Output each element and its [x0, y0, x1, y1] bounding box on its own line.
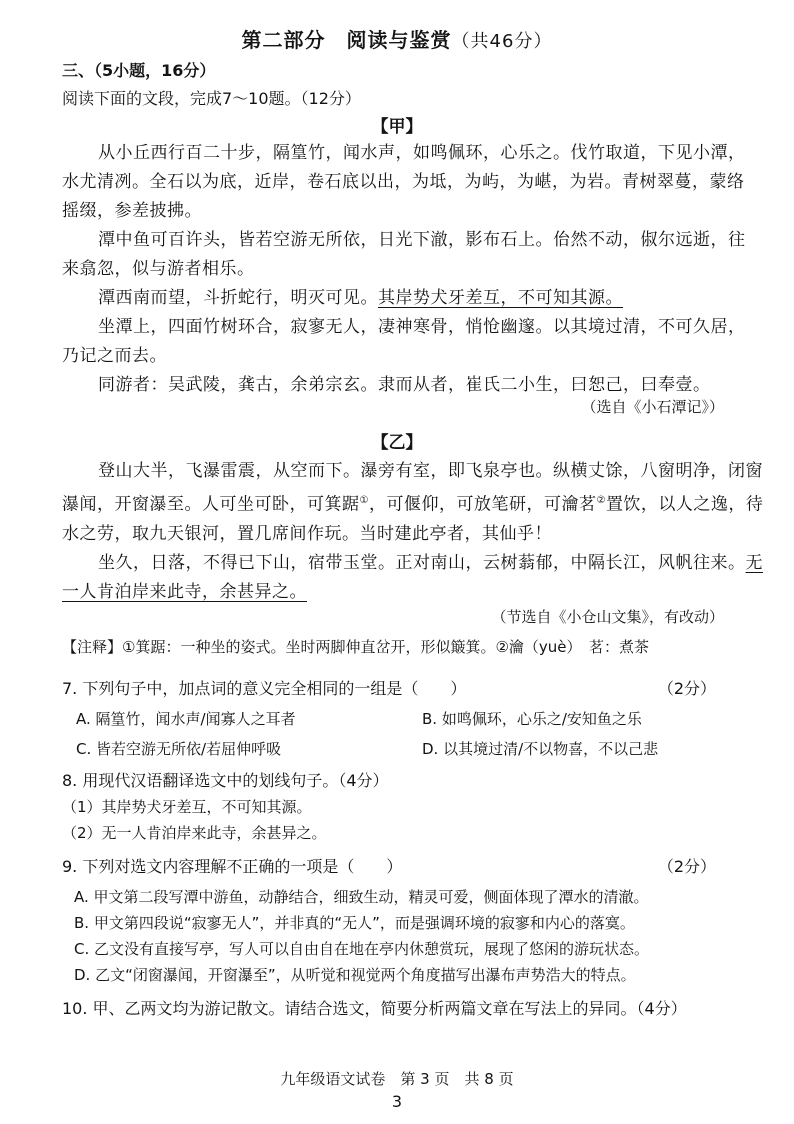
passage-a-text-segment: 潭西南而望，斗折蛇行，明灭可见。	[98, 288, 378, 308]
underlined-sentence-2: 一人肯泊岸来此寺，余甚异之。	[62, 581, 307, 602]
passage-a-line: 乃记之而去。	[62, 346, 167, 366]
question-7-option-d: D. 以其境过清/不以物喜，不以己悲	[422, 740, 659, 758]
passage-a-text	[62, 139, 746, 400]
section-label: 三、（5小题，16分）	[62, 61, 216, 80]
passage-a-line: 来翕忽，似与游者相乐。	[62, 259, 255, 279]
underlined-sentence-2-start: 无	[745, 552, 763, 573]
passage-b-text-segment: 坐久，日落，不得已下山，宿带玉堂。正对南山，云树蓊郁，中隔长江，风帆往来。	[98, 552, 746, 573]
passage-b-line: 水之劳，取九天银河，置几席间作玩。当时建此亭者，其仙乎！	[62, 523, 552, 544]
question-9-option-c: C. 乙文没有直接写亭，写人可以自由自在地在亭内休憩赏玩，展现了悠闲的游玩状态。	[74, 940, 650, 958]
passage-b-line	[62, 549, 763, 578]
passage-a-line: 潭中鱼可百许头，皆若空游无所依，日光下澈，影布石上。佁然不动，俶尔远逝，往	[98, 230, 746, 250]
question-7-option-a: A. 隔篁竹，闻水声/闻寡人之耳者	[76, 710, 296, 728]
passage-a-line	[62, 284, 727, 313]
question-8-item-1: （1）其岸势犬牙差互，不可知其源。	[62, 798, 312, 816]
passage-b-line: 登山大半，飞瀑雷震，从空而下。瀑旁有室，即飞泉亭也。纵横丈馀，八窗明净，闭窗	[98, 461, 763, 481]
passage-a-line: 坐潭上，四面竹树环合，寂寥无人，凄神寒骨，悄怆幽邃。以其境过清，不可久居，	[98, 317, 746, 337]
page-footer: 九年级语文试卷 第 3 页 共 8 页	[280, 1070, 514, 1088]
footnote-marker-1: ①	[359, 495, 369, 506]
section-instruction: 阅读下面的文段，完成7～10题。（12分）	[62, 89, 361, 108]
question-7-option-b: B. 如鸣佩环，心乐之/安知鱼之乐	[422, 710, 642, 728]
passage-a-line: 同游者：吴武陵，龚古，余弟宗玄。隶而从者，崔氏二小生，曰恕己，曰奉壹。	[98, 375, 711, 395]
passage-b-source: （节选自《小仓山文集》，有改动）	[491, 608, 724, 626]
passage-b-line	[62, 486, 764, 520]
passage-b-line	[62, 578, 727, 607]
passage-b-text-segment: 置饮，以人之逸，待	[605, 494, 764, 515]
passage-a-line: 从小丘西行百二十步，隔篁竹，闻水声，如鸣佩环，心乐之。伐竹取道，下见小潭，	[98, 143, 746, 163]
passage-b-label: 【乙】	[371, 433, 423, 453]
page-title	[0, 24, 794, 53]
question-7-points: （2分）	[657, 679, 716, 698]
question-7-option-c: C. 皆若空游无所依/若屈伸呼吸	[76, 740, 282, 758]
footnote: 【注释】①箕踞：一种坐的姿式。坐时两脚伸直岔开，形似簸箕。②瀹（yuè） 茗：煮茶	[62, 638, 650, 656]
title-text: 第二部分 阅读与鉴赏	[241, 28, 452, 52]
question-8-item-2: （2）无一人肯泊岸来此寺，余甚异之。	[62, 824, 327, 842]
underlined-sentence-1: 其岸势犬牙差互，不可知其源。	[378, 288, 623, 308]
footnote-marker-2: ②	[596, 495, 606, 506]
passage-a-line: 水尤清冽。全石以为底，近岸，卷石底以出，为坻，为屿，为嵁，为岩。青树翠蔓，蒙络	[62, 172, 745, 192]
passage-b-text	[62, 457, 764, 607]
passage-a-label: 【甲】	[371, 117, 423, 137]
passage-b-text-segment: 瀑闻，开窗瀑至。人可坐可卧，可箕踞	[62, 494, 360, 515]
passage-a-source: （选自《小石潭记》）	[581, 398, 724, 416]
title-points: （共46分）	[451, 31, 553, 52]
question-7-stem: 7. 下列句子中，加点词的意义完全相同的一组是（ ）	[62, 679, 467, 698]
question-9-option-a: A. 甲文第二段写潭中游鱼，动静结合，细致生动，精灵可爱，侧面体现了潭水的清澈。	[74, 888, 649, 906]
question-9-points: （2分）	[657, 857, 716, 876]
question-10-stem: 10. 甲、乙两文均为游记散文。请结合选文，简要分析两篇文章在写法上的异同。（4分）	[62, 999, 687, 1018]
question-9-option-d: D. 乙文“闭窗瀑闻，开窗瀑至”，从听觉和视觉两个角度描写出瀑布声势浩大的特点。	[74, 966, 636, 984]
question-9-option-b: B. 甲文第四段说“寂寥无人”，并非真的“无人”，而是强调环境的寂寥和内心的落寞。	[74, 914, 635, 932]
question-9-stem: 9. 下列对选文内容理解不正确的一项是（ ）	[62, 857, 403, 876]
page-number: 3	[391, 1092, 403, 1111]
passage-b-text-segment: ，可偃仰，可放笔研，可瀹茗	[368, 494, 597, 515]
passage-a-line: 摇缀，参差披拂。	[62, 201, 202, 221]
question-8-stem: 8. 用现代汉语翻译选文中的划线句子。（4分）	[62, 771, 389, 790]
